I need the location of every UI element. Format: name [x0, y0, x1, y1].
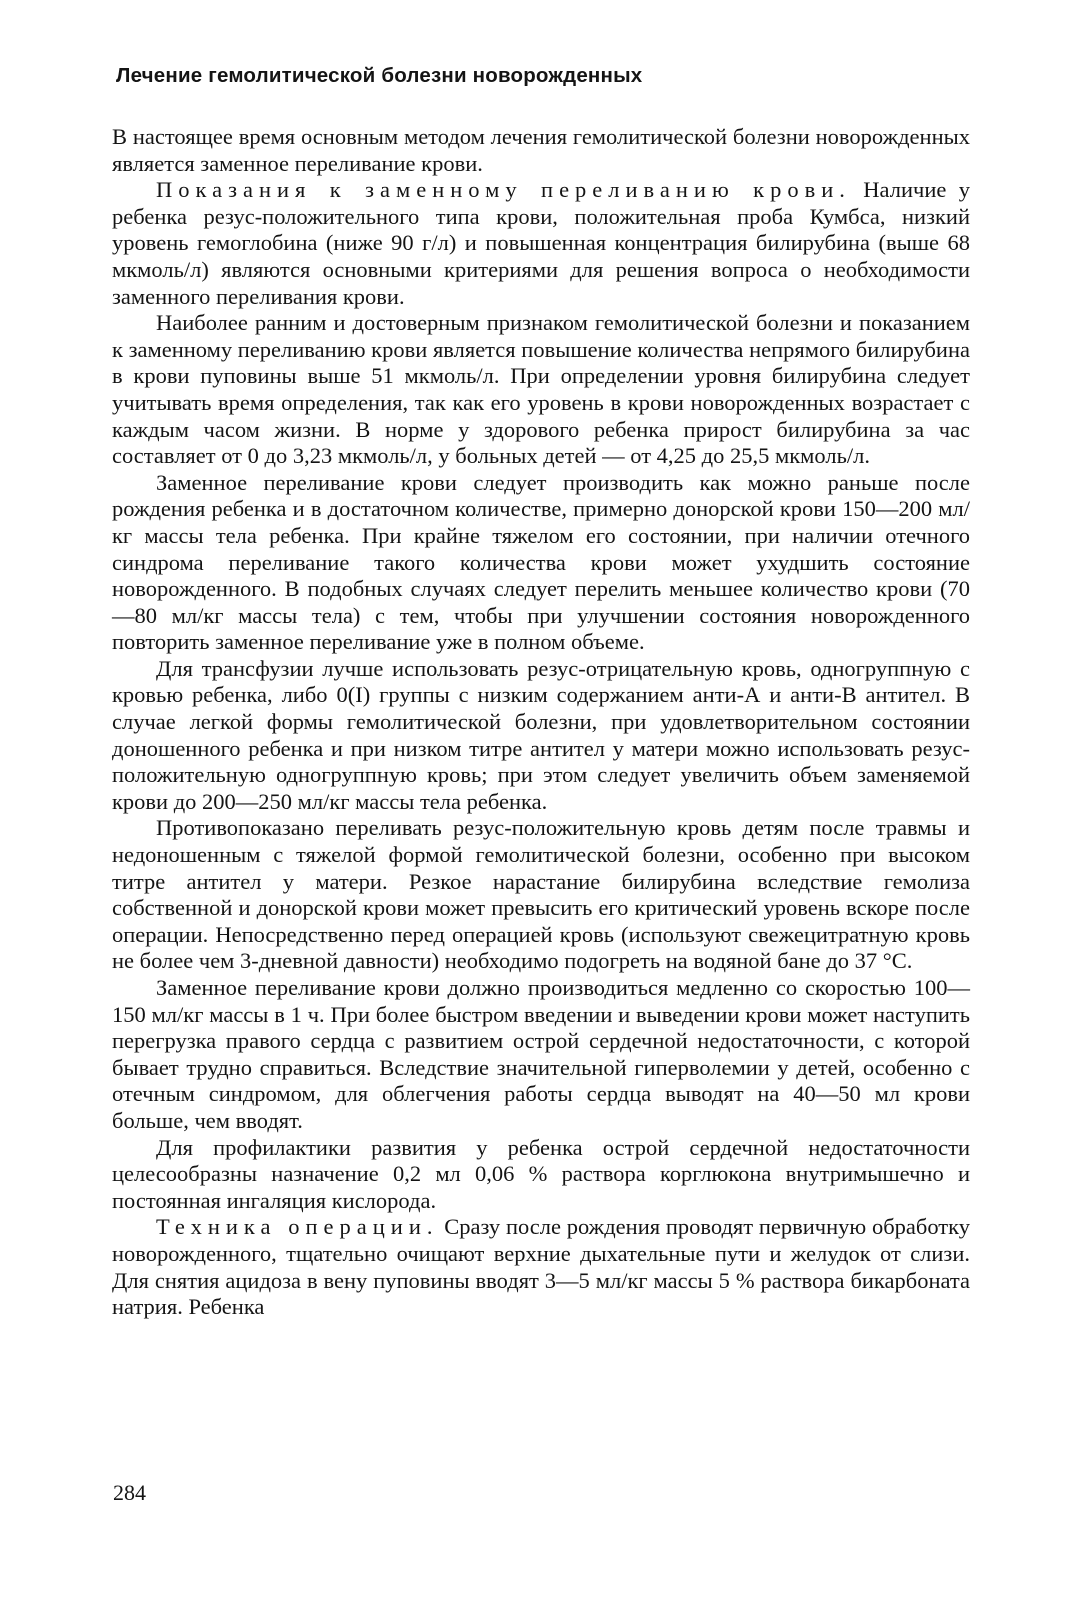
- paragraph-lead: Техника операции.: [156, 1214, 439, 1240]
- paragraph: [112, 1135, 970, 1215]
- paragraph-text: Заменное переливание крови следует производить как можно раньше после рождения ребенка и в достаточном количестве, примерно донорской крови 150—200 мл/кг массы тела ребенка. При крайне тяжелом его состоянии, при наличии отечного синдрома переливание такого количества крови может ухудшить состояние новорожденного. В подобных случаях следует перелить меньшее количество крови (70—80 мл/кг массы тела) с тем, чтобы при улучшении состояния новорожденного повторить заменное переливание уже в полном объеме.: [112, 469, 970, 655]
- page-number: 284: [113, 1480, 146, 1505]
- book-page: [112, 62, 970, 1321]
- paragraph: [112, 815, 970, 975]
- paragraph-text: Заменное переливание крови должно производиться медленно со скоростью 100—150 мл/кг массы в 1 ч. При более быстром введении и выведении крови может наступить перегрузка правого сердца с развитием острой сердечной недостаточности, с которой бывает трудно справиться. Вследствие значительной гиперволемии у детей, особенно с отечным синдромом, для облегчения работы сердца выводят на 40—50 мл крови больше, чем вводят.: [112, 975, 970, 1133]
- paragraph-text: Наиболее ранним и достоверным признаком гемолитической болезни и показанием к заменному переливанию крови является повышение количества непрямого билирубина в крови пуповины выше 51 мкмоль/л. При определении уровня билирубина следует учитывать время определения, так как его уровень в крови новорожденных возрастает с каждым часом жизни. В норме у здорового ребенка прирост билирубина за час составляет от 0 до 3,23 мкмоль/л, у больных детей — от 4,25 до 25,5 мкмоль/л.: [112, 310, 970, 469]
- paragraph-text: Для профилактики развития у ребенка острой сердечной недостаточности целесообразны назначение 0,2 мл 0,06 % раствора корглюкона внутримышечно и постоянная ингаляция кислорода.: [112, 1134, 970, 1213]
- paragraph-lead: Показания к заменному переливанию крови.: [156, 177, 851, 203]
- paragraph-text: Противопоказано переливать резус-положительную кровь детям после травмы и недоношенным с тяжелой формой гемолитической болезни, особенно при высоком титре антител у матери. Резкое нарастание билирубина вследствие гемолиза собственной и донорской крови может превысить его критический уровень вскоре после операции. Непосредственно перед операцией кровь (используют свежецитратную кровь не более чем 3-дневной давности) необходимо подогреть на водяной бане до 37 °С.: [112, 815, 970, 974]
- paragraph: [112, 124, 970, 177]
- paragraph: [112, 656, 970, 816]
- paragraph: [112, 975, 970, 1135]
- paragraph-text: В настоящее время основным методом лечения гемолитической болезни новорожденных является заменное переливание крови.: [112, 124, 970, 176]
- paragraph-text: Наличие у ребенка резус-положительного типа крови, положительная проба Кумбса, низкий уровень гемоглобина (ниже 90 г/л) и повышенная концентрация билирубина (выше 68 мкмоль/л) являются основными критериями для решения вопроса о необходимости заменного переливания крови.: [112, 177, 970, 309]
- section-heading: Лечение гемолитической болезни новорожденных: [116, 64, 643, 87]
- paragraph-text: Для трансфузии лучше использовать резус-отрицательную кровь, одногруппную с кровью ребенка, либо 0(I) группы с низким содержанием анти-А и анти-В антител. В случае легкой формы гемолитической болезни, при удовлетворительном состоянии доношенного ребенка и при низком титре антител у матери можно использовать резус-положительную одногруппную кровь; при этом следует увеличить объем заменяемой крови до 200—250 мл/кг массы тела ребенка.: [112, 655, 970, 814]
- paragraph: [112, 310, 970, 470]
- body-text: [112, 124, 970, 1321]
- paragraph-text: Сразу после рождения проводят первичную обработку новорожденного, тщательно очищают верхние дыхательные пути и желудок от слизи. Для снятия ацидоза в вену пуповины вводят 3—5 мл/кг массы 5 % раствора бикарбоната натрия. Ребенка: [112, 1214, 971, 1320]
- paragraph: [112, 470, 970, 656]
- paragraph: [112, 177, 970, 310]
- paragraph: [112, 1214, 970, 1320]
